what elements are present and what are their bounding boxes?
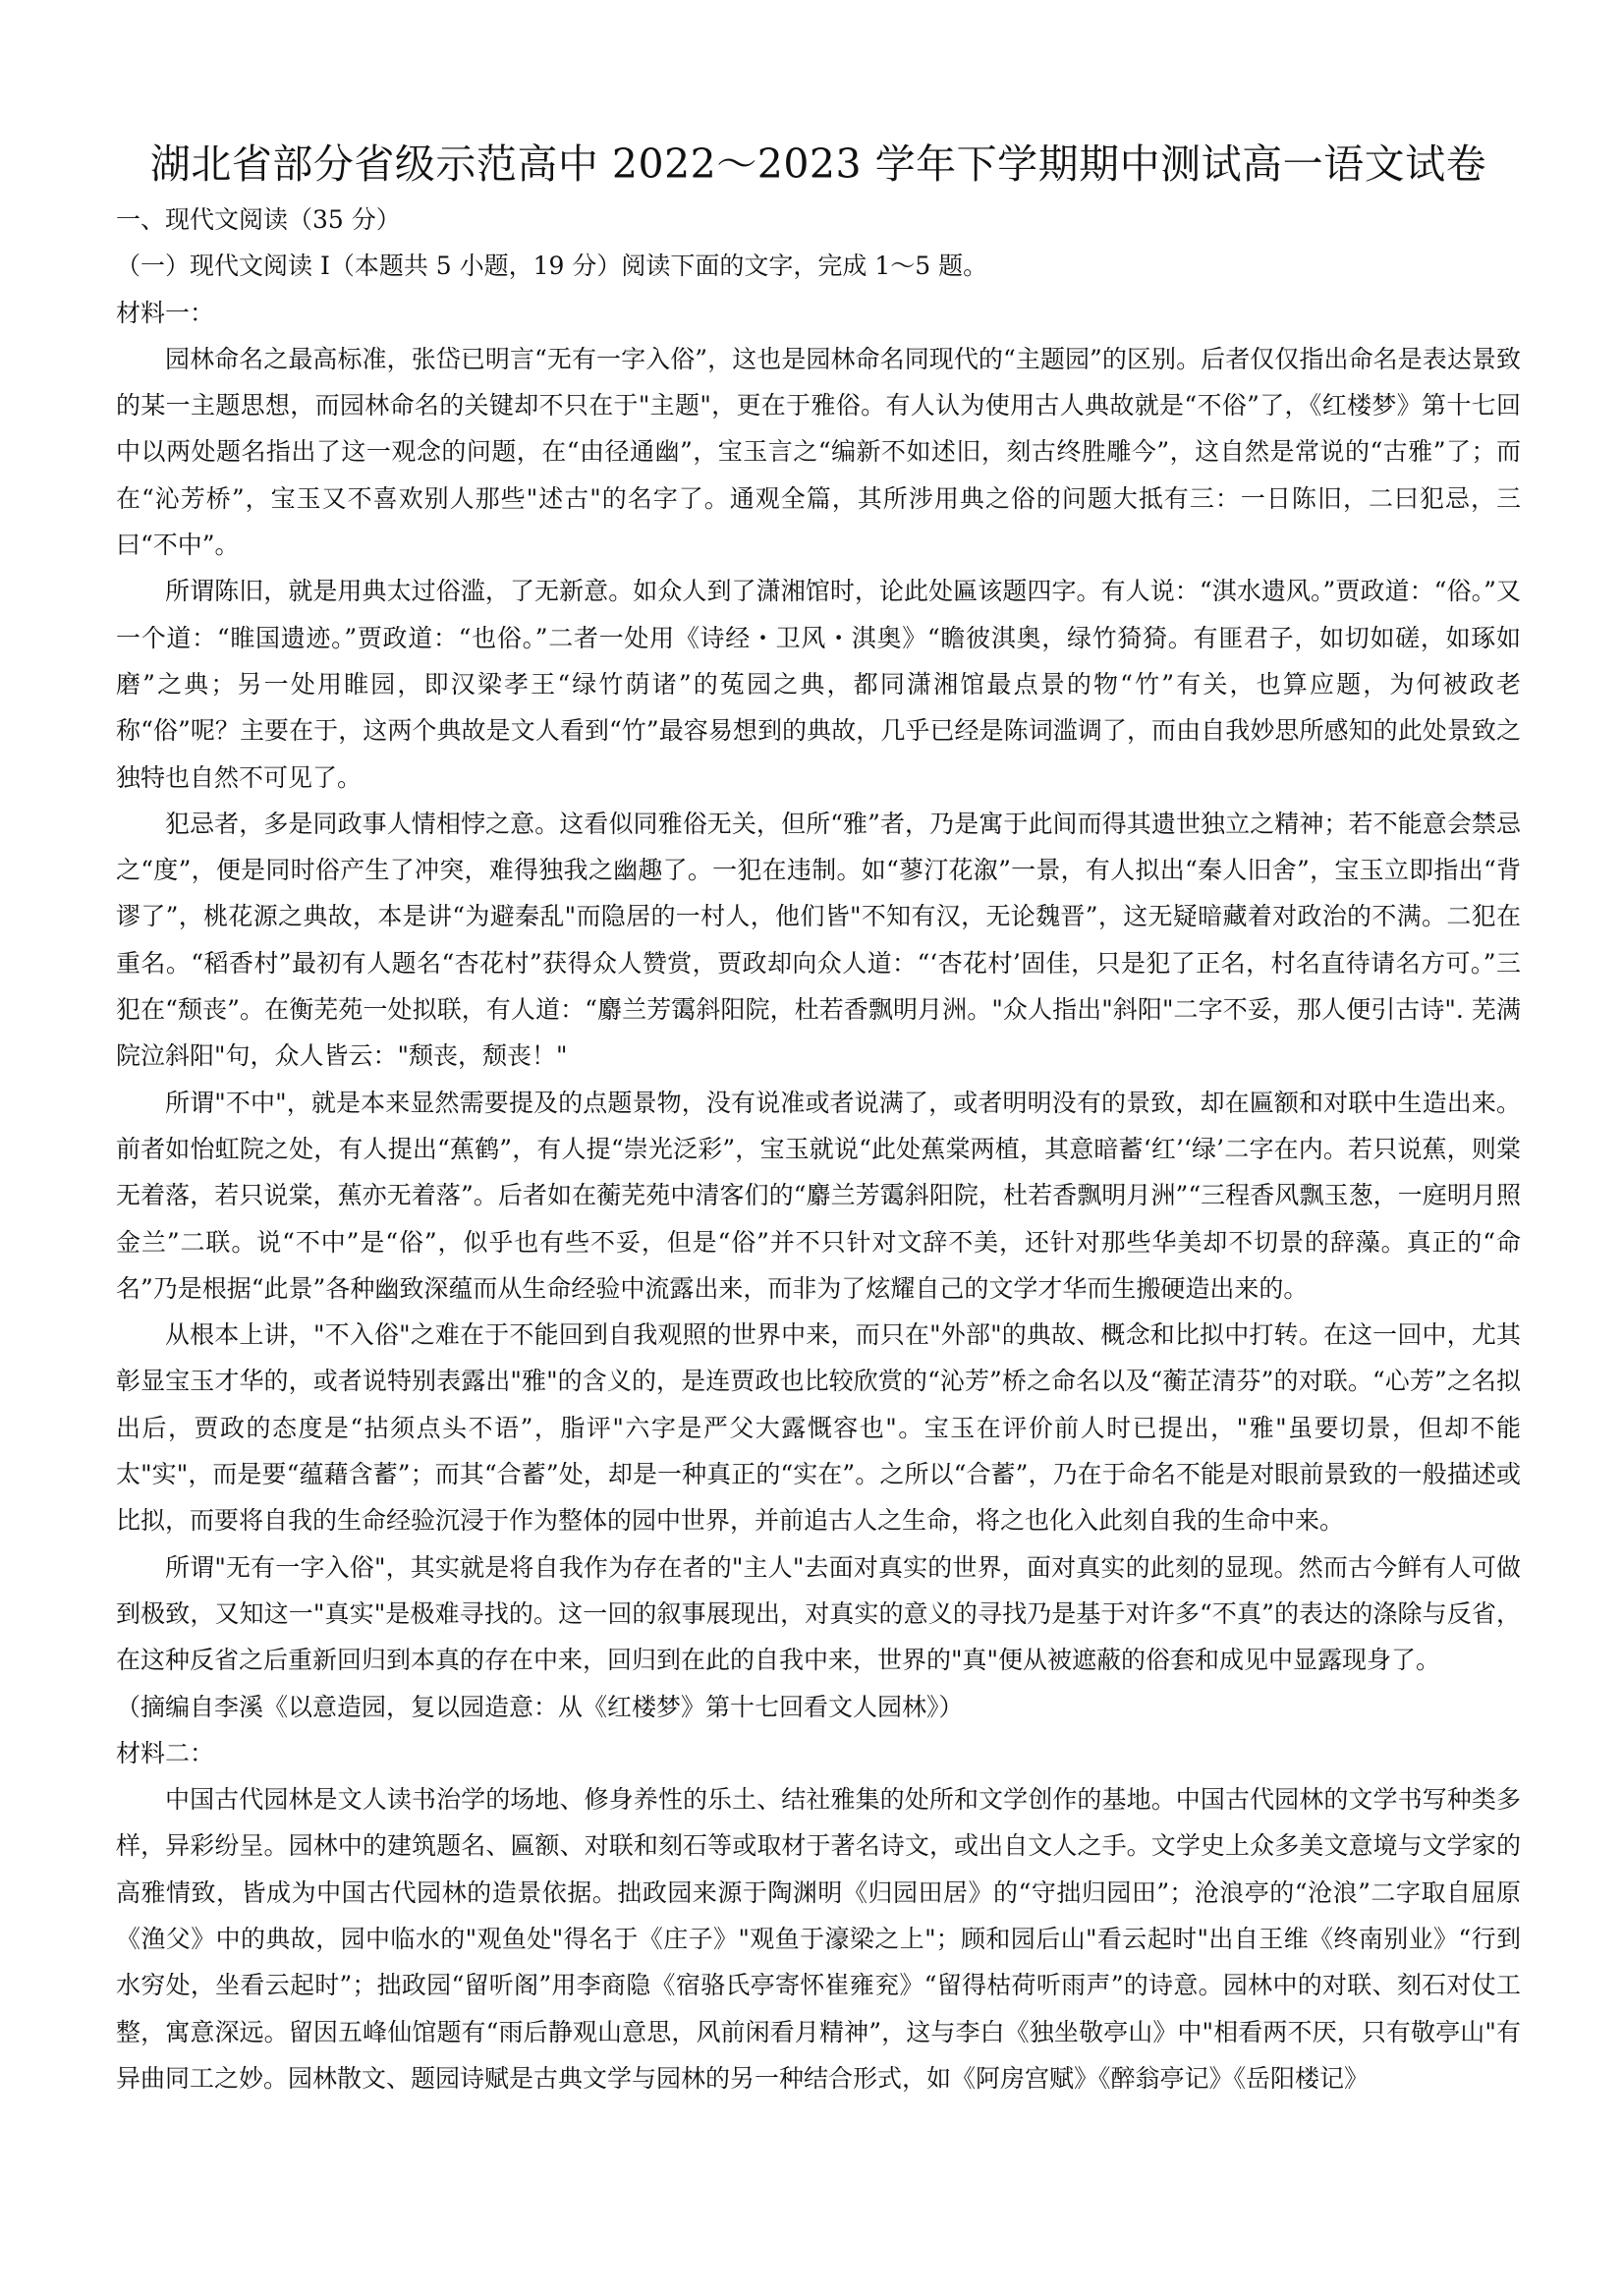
body-text (116, 196, 1521, 2101)
subsection-heading: （一）现代文阅读 I（本题共 5 小题，19 分）阅读下面的文字，完成 1～5 题。 (116, 252, 988, 281)
material1-paragraph: 所谓陈旧，就是用典太过俗滥，了无新意。如众人到了潇湘馆时，论此处匾该题四字。有人说：“淇水遗风。”贾政道：“俗。”又一个道：“睢国遗迹。”贾政道：“也俗。”二者一处用《诗经・卫风・淇奥》“瞻彼淇奥，绿竹猗猗。有匪君子，如切如磋，如琢如磨”之典；另一处用睢园，即汉梁孝王“绿竹荫诸”的菟园之典，都同潇湘馆最点景的物“竹”有关，也算应题，为何被政老称“俗”呢？主要在于，这两个典故是文人看到“竹”最容易想到的典故，几乎已经是陈词滥调了，而由自我妙思所感知的此处景致之独特也自然不可见了。 (116, 577, 1521, 792)
material2-paragraph: 中国古代园林是文人读书治学的场地、修身养性的乐土、结社雅集的处所和文学创作的基地。中国古代园林的文学书写种类多样，异彩纷呈。园林中的建筑题名、匾额、对联和刻石等或取材于著名诗文，或出自文人之手。文学史上众多美文意境与文学家的高雅情致，皆成为中国古代园林的造景依据。拙政园来源于陶渊明《归园田居》的“守拙归园田”；沧浪亭的“沧浪”二字取自屈原《渔父》中的典故，园中临水的"观鱼处"得名于《庄子》"观鱼于濠梁之上"；顾和园后山"看云起时"出自王维《终南别业》“行到水穷处，坐看云起时”；拙政园“留听阁”用李商隐《宿骆氏亭寄怀崔雍兖》“留得枯荷听雨声”的诗意。园林中的对联、刻石对仗工整，寓意深远。留因五峰仙馆题有“雨后静观山意思，风前闲看月精神”，这与李白《独坐敬亭山》中"相看两不厌，只有敬亭山"有异曲同工之妙。园林散文、题园诗赋是古典文学与园林的另一种结合形式，如《阿房宫赋》《醉翁亭记》《岳阳楼记》 (116, 1785, 1521, 2093)
section-heading: 一、现代文阅读（35 分） (116, 205, 401, 234)
material1-paragraph: 从根本上讲，"不入俗"之难在于不能回到自我观照的世界中来，而只在"外部"的典故、概念和比拟中打转。在这一回中，尤其彰显宝玉才华的，或者说特别表露出"雅"的含义的，是连贾政也比较欣赏的“沁芳”桥之命名以及“蘅芷清芬”的对联。“心芳”之名拟出后，贾政的态度是“拈须点头不语”，脂评"六字是严父大露慨容也"。宝玉在评价前人时已提出，"雅"虽要切景，但却不能太"实"，而是要“蕴藉含蓄”；而其“合蓄”处，却是一种真正的“实在”。之所以“合蓄”，乃在于命名不能是对眼前景致的一般描述或比拟，而要将自我的生命经验沉浸于作为整体的园中世界，并前追古人之生命，将之也化入此刻自我的生命中来。 (116, 1320, 1521, 1536)
exam-title: 湖北省部分省级示范高中 2022～2023 学年下学期期中测试高一语文试卷 (149, 140, 1487, 188)
material1-paragraph: 所谓"无有一字入俗"，其实就是将自我作为存在者的"主人"去面对真实的世界，面对真实的此刻的显现。然而古今鲜有人可做到极致，又知这一"真实"是极难寻找的。这一回的叙事展现出，对真实的意义的寻找乃是基于对许多“不真”的表达的涤除与反省，在这种反省之后重新回归到本真的存在中来，回归到在此的自我中来，世界的"真"便从被遮蔽的俗套和成见中显露现身了。 (116, 1552, 1521, 1675)
material1-paragraph: 园林命名之最高标准，张岱已明言“无有一字入俗”，这也是园林命名同现代的“主题园”的区别。后者仅仅指出命名是表达景致的某一主题思想，而园林命名的关键却不只在于"主题"，更在于雅俗。有人认为使用古人典故就是“不俗”了，《红楼梦》第十七回中以两处题名指出了这一观念的问题，在“由径通幽”，宝玉言之“编新不如述旧，刻古终胜雕今”，这自然是常说的“古雅”了；而在“沁芳桥”，宝玉又不喜欢别人那些"述古"的名字了。通观全篇，其所涉用典之俗的问题大抵有三：一日陈旧，二曰犯忌，三曰“不中”。 (116, 344, 1521, 560)
material2-label: 材料二： (116, 1738, 215, 1767)
material1-source: （摘编自李溪《以意造园，复以园造意：从《红楼梦》第十七回看文人园林》） (116, 1692, 964, 1721)
material1-label: 材料一： (116, 298, 215, 327)
material1-paragraph: 所谓"不中"，就是本来显然需要提及的点题景物，没有说准或者说满了，或者明明没有的景致，却在匾额和对联中生造出来。前者如怡虹院之处，有人提出“蕉鹤”，有人提“崇光泛彩”，宝玉就说“此处蕉棠两植，其意暗蓄‘红’‘绿’二字在内。若只说蕉，则棠无着落，若只说棠，蕉亦无着落”。后者如在蘅芜苑中清客们的“麝兰芳霭斜阳院，杜若香飘明月洲”“三程香风飘玉葱，一庭明月照金兰”二联。说“不中”是“俗”，似乎也有些不妥，但是“俗”并不只针对文辞不美，还针对那些华美却不切景的辞藻。真正的“命名”乃是根据“此景”各种幽致深蕴而从生命经验中流露出来，而非为了炫耀自己的文学才华而生搬硬造出来的。 (116, 1088, 1521, 1303)
exam-page (116, 0, 1521, 2101)
material1-paragraph: 犯忌者，多是同政事人情相悖之意。这看似同雅俗无关，但所“雅”者，乃是寓于此间而得其遗世独立之精神；若不能意会禁忌之“度”，便是同时俗产生了冲突，难得独我之幽趣了。一犯在违制。如“蓼汀花溆”一景，有人拟出“秦人旧舍”，宝玉立即指出“背谬了”，桃花源之典故，本是讲“为避秦乱"而隐居的一村人，他们皆"不知有汉，无论魏晋”，这无疑暗藏着对政治的不满。二犯在重名。“稻香村”最初有人题名“杏花村”获得众人赞赏，贾政却向众人道：“‘杏花村’固佳，只是犯了正名，村名直待请名方可。”三犯在“颓丧”。在衡芜苑一处拟联，有人道：“麝兰芳霭斜阳院，杜若香飘明月洲。"众人指出"斜阳"二字不妥，那人便引古诗". 芜满院泣斜阳"句，众人皆云："颓丧，颓丧！" (116, 809, 1521, 1071)
